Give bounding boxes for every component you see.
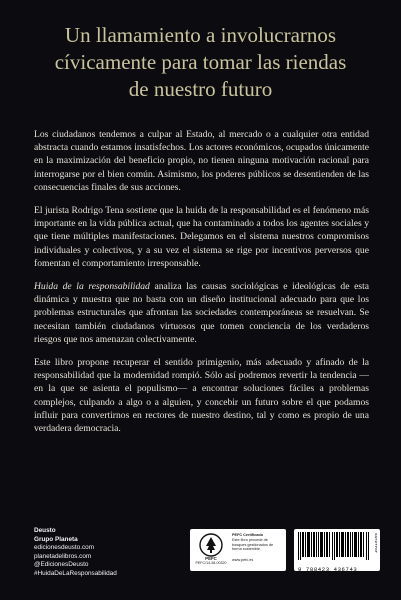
paragraph-4: Este libro propone recuperar el sentido primigenio, más adecuado y afinado de la responsabilidad que la modernidad rompió. Sólo así podremos revertir la tendencia —en la que se asienta el populismo— a encontrar soluciones fáciles a problemas complejos, culpando a algo o a alguien, y concebir un futuro sobre el que podamos influir para convertirnos en rectores de nuestro destino, tal y como es propio de una verdadera democracia. <box>34 357 369 435</box>
isbn-barcode <box>294 529 380 571</box>
paragraph-3 <box>34 280 369 346</box>
publisher-website: edicionesdeusto.com <box>34 544 95 552</box>
paragraph-3-text: analiza las causas sociológicas e ideológicas de esta dinámica y muestra que no basta con un diseño institucional adecuado para que los problemas estructurales que afrontan las sociedades contemporáneas se resuelvan. Se necesitan también ciudadanos virtuosos que tomen conciencia de los verdaderos riesgos que nos amenazan colectivamente. <box>34 281 370 345</box>
barcode-icon <box>298 532 370 560</box>
pefc-mark: PEFC <box>205 556 217 561</box>
barcode-digits: 9 788423 436743 <box>298 566 358 573</box>
internal-code: 10318166 <box>375 533 379 554</box>
headline-line-3: de nuestro futuro <box>128 77 273 101</box>
paragraph-1: Los ciudadanos tendemos a culpar al Estado, al mercado o a cualquier otra entidad abstracta cuando estamos insatisfechos. Los actores económicos, ocupados únicamente en la maximización del beneficio propio, no tienen ninguna motivación racional para interrogarse por el bien común. Asimismo, los poderes públicos se desentienden de las consecuencias finales de sus acciones. <box>34 129 369 193</box>
pefc-certification-label <box>190 529 286 571</box>
paragraph-2: El jurista Rodrigo Tena sostiene que la huida de la responsabilidad es el fenómeno más importante en la vida pública actual, que ha contaminado a todos los agentes sociales y que tiene múltiples manifestaciones. Delegamos en el sistema nuestros compromisos individuales y colectivos, y a su vez el sistema se rige por incentivos perversos que fomentan el comportamiento irresponsable. <box>34 205 369 269</box>
pefc-logo <box>194 533 228 567</box>
publisher-name: Deusto <box>34 527 56 534</box>
pefc-label: PEFC Certificado <box>232 533 264 537</box>
book-hashtag: #HuidaDeLaResponsabilidad <box>34 569 117 577</box>
publisher-group: Grupo Planeta <box>34 535 78 543</box>
pefc-url: www.pefc.es <box>232 558 254 563</box>
headline-line-1: Un llamamiento a involucrarnos <box>64 23 337 47</box>
pefc-code: PEFC/14-38-00320 <box>195 561 227 566</box>
publisher-social: @EdicionesDeusto <box>34 561 89 569</box>
pefc-description <box>232 533 282 563</box>
headline <box>20 22 381 103</box>
book-title-italic: Huida de la responsabilidad <box>34 281 150 293</box>
headline-line-2: cívicamente para tomar las riendas <box>54 50 347 74</box>
publisher-website-2: planetadelibros.com <box>34 552 92 560</box>
tree-icon <box>199 533 223 557</box>
pefc-text: Este libro procede de bosques gestionados de forma sostenible <box>232 537 274 552</box>
publisher-imprint <box>34 527 117 579</box>
synopsis <box>34 128 369 445</box>
